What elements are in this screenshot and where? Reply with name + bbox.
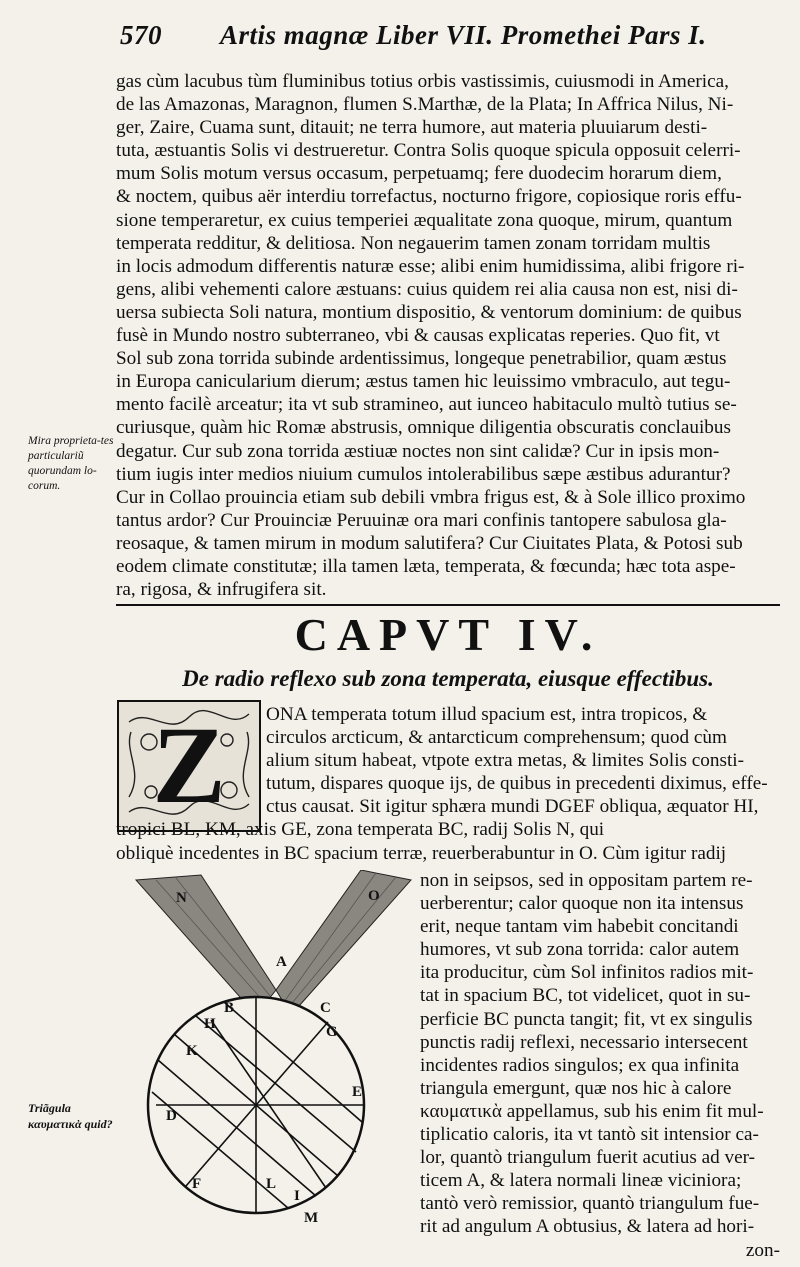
text-line: tuta, æstuantis Solis vi destrueretur. Contra Solis quoque spicula opposuit celerri- — [116, 140, 741, 162]
text-line: ticem A, & latera normali lineæ viciniora; — [420, 1170, 742, 1192]
text-line: tat in spacium BC, tot videlicet, quot in su- — [420, 985, 751, 1007]
text-line: tium iugis inter medios niuium cumulos intolerabilibus sæpe æstibus adurantur? — [116, 463, 731, 485]
text-line: ctus causat. Sit igitur sphæra mundi DGEF obliqua, æquator HI, — [266, 796, 759, 818]
chapter-body-text — [116, 703, 780, 865]
text-line: punctis radij reflexi, necessario intersecent — [420, 1031, 748, 1053]
text-line: de las Amazonas, Maragnon, flumen S.Marthæ, de la Plata; In Affrica Nilus, Ni- — [116, 94, 734, 116]
label-b: B — [224, 1000, 235, 1016]
incident-beam — [136, 875, 276, 1015]
text-line: rit ad angulum A obtusius, & latera ad hori- — [420, 1216, 755, 1238]
text-line: tantus ardor? Cur Prouinciæ Peruuinæ ora mari confinis tantopere sabulosa gla- — [116, 509, 727, 531]
text-line: eodem climate constitutæ; illa tamen læta, temperata, & fœcunda; hæc tota aspe- — [116, 555, 736, 577]
text-line: uerberentur; calor quoque non ita intensus — [420, 893, 744, 915]
body-text — [116, 70, 780, 601]
margin-note: Mira proprieta-tes particulariũ quorundam lo-corum. — [28, 435, 114, 492]
label-g: G — [326, 1024, 338, 1040]
text-line: καυματικὰ appellamus, sub his enim fit mul- — [420, 1100, 764, 1122]
figure-side-text — [420, 869, 780, 1262]
text-line: in Europa canicularium dierum; æstus tamen hic leuissimo vmbraculo, aut tegu- — [116, 371, 731, 393]
label-i: I — [294, 1188, 300, 1204]
text-line: gens, alibi vehementi calore æstuans: cuius quidem rei alia causa non est, nisi di- — [116, 278, 738, 300]
label-k: K — [186, 1043, 198, 1059]
reflected-beam — [276, 870, 411, 1015]
text-line: reosaque, & tamen mirum in modum salutifera? Cur Ciuitates Plata, & Potosi sub — [116, 532, 743, 554]
text-line: alium situm habeat, vtpote extra metas, & limites Solis consti- — [266, 750, 745, 772]
text-line: perficie BC puncta tangit; fit, vt ex singulis — [420, 1008, 753, 1030]
label-d: D — [166, 1108, 177, 1124]
text-line: & noctem, quibus aër interdiu torrefactus, nocturno frigore, copiosique roris effu- — [116, 186, 742, 208]
label-o: O — [368, 888, 380, 904]
text-line: triangula emergunt, quæ nos hic à calore — [420, 1077, 732, 1099]
text-line: in locis admodum differentis naturæ esse; alibi enim humidissima, alibi frigore ri- — [116, 255, 745, 277]
drop-cap-letter: Z — [152, 704, 226, 826]
chapter-subtitle: De radio reflexo sub zona temperata, eiusque effectibus. — [182, 666, 714, 691]
running-title: Artis magnæ Liber VII. Promethei Pars I. — [220, 20, 707, 50]
text-line: ONA temperata totum illud spacium est, intra tropicos, & — [266, 704, 708, 725]
sphere-diagram — [116, 870, 416, 1230]
text-line: curiusque, quàm hic Romæ abstrusis, omnique diligentia obscuratis conclauibus — [116, 417, 731, 439]
text-line: ita producitur, cùm Sol infinitos radios mit- — [420, 962, 754, 984]
text-line: tropici BL, KM, axis GE, zona temperata BC, radij Solis N, qui — [116, 819, 605, 841]
text-line: obliquè incedentes in BC spacium terræ, reuerberabuntur in O. Cùm igitur radij — [116, 842, 727, 864]
text-line: circulos arcticum, & antarcticum comprehensum; quod cùm — [266, 727, 727, 749]
label-a: A — [276, 954, 287, 970]
margin-note: Triãgula καυματικὰ quid? — [28, 1101, 113, 1131]
text-line: mento facilè arceatur; ita vt sub stramineo, aut iunceo habitaculo multò tutius se- — [116, 394, 737, 416]
section-divider — [116, 604, 780, 606]
label-n: N — [176, 890, 187, 906]
chapter-title: CAPVT IV. — [294, 609, 602, 660]
label-h: H — [204, 1016, 216, 1032]
running-head — [120, 20, 780, 60]
label-m: M — [304, 1210, 319, 1226]
text-line: gas cùm lacubus tùm fluminibus totius orbis vastissimis, cuiusmodi in America, — [116, 71, 729, 92]
label-f: F — [192, 1176, 202, 1192]
text-line: ger, Zaire, Cuama sunt, ditauit; ne terra humore, aut materia pluuiarum desti- — [116, 117, 708, 139]
text-line: Cur in Collao prouincia etiam sub debili vmbra frigus est, & à Sole illico proximo — [116, 486, 746, 508]
label-l: L — [266, 1176, 277, 1192]
text-line: humores, vt sub zona torrida: calor autem — [420, 939, 740, 961]
text-line: non in seipsos, sed in oppositam partem re- — [420, 870, 753, 891]
text-line: fusè in Mundo nostro subterraneo, vbi & causas explicatas reperies. Quo fit, vt — [116, 325, 720, 347]
text-line: incidentes radios singulos; ex qua infinita — [420, 1054, 740, 1076]
text-line: mum Solis motum versus occasum, perpetuamq; fere duodecim horarum diem, — [116, 163, 722, 185]
text-line: Sol sub zona torrida subinde ardentissimus, longeque penetrabilior, quam æstus — [116, 348, 727, 370]
label-c: C — [320, 1000, 331, 1016]
text-line: tantò verò remissior, quantò triangulum fue- — [420, 1193, 760, 1215]
label-e: E — [352, 1084, 363, 1100]
reflection-figure — [116, 870, 416, 1230]
text-line: lor, quantò triangulum fuerit acutius ad ver- — [420, 1147, 756, 1169]
text-line: temperata redditur, & delitiosa. Non negauerim tamen zonam torridam multis — [116, 232, 711, 254]
text-line: tutum, dispares quoque ijs, de quibus in precedenti diximus, effe- — [266, 773, 768, 795]
page-number: 570 — [120, 20, 162, 50]
text-line: degatur. Cur sub zona torrida æstiuæ noctes non sint calidæ? Cur in ipsis mon- — [116, 440, 720, 462]
text-line: uersa subiecta Soli natura, montium dispositio, & ventorum dominium: de quibus — [116, 301, 742, 323]
text-line: sione temperaretur, ex cuius temperiei æqualitate zona quoque, mirum, quantum — [116, 209, 733, 231]
text-line: ra, rigosa, & infrugifera sit. — [116, 579, 327, 601]
text-line: erit, neque tantam vim habebit concitandi — [420, 916, 739, 938]
catchword: zon- — [745, 1239, 780, 1261]
text-line: tiplicatio caloris, ita vt tantò sit intensior ca- — [420, 1124, 759, 1146]
